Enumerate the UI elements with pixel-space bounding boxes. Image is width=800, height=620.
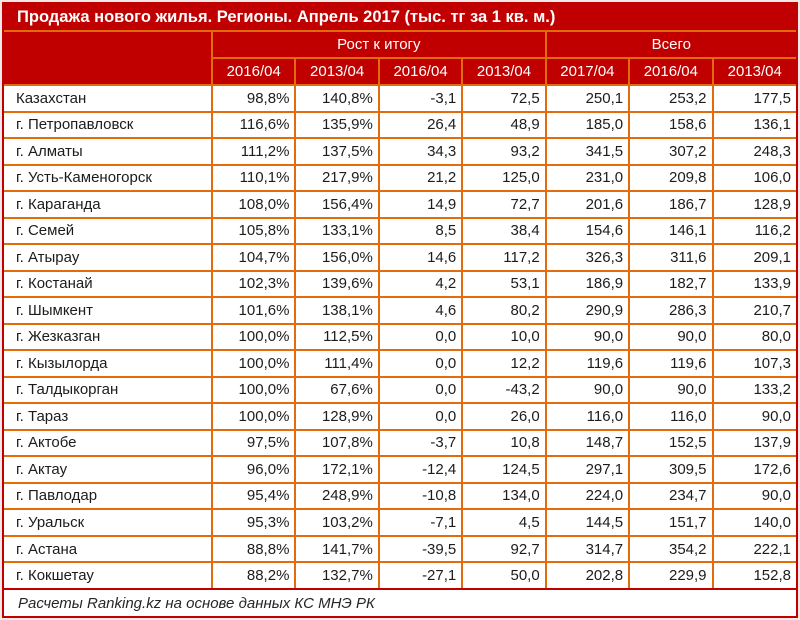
subheader-cell: 2016/04	[629, 58, 712, 85]
value-cell: 95,4%	[212, 483, 295, 510]
value-cell: 152,5	[629, 430, 712, 457]
region-cell: г. Павлодар	[4, 483, 212, 510]
region-cell: г. Актобе	[4, 430, 212, 457]
value-cell: 186,9	[546, 271, 629, 298]
value-cell: 101,6%	[212, 297, 295, 324]
source-row	[4, 589, 796, 616]
value-cell: 202,8	[546, 562, 629, 589]
subheader-cell: 2016/04	[212, 58, 295, 85]
region-cell: г. Жезказган	[4, 324, 212, 351]
subheader-cell: 2013/04	[295, 58, 378, 85]
value-cell: 137,9	[713, 430, 796, 457]
value-cell: 116,2	[713, 218, 796, 245]
value-cell: 141,7%	[295, 536, 378, 563]
value-cell: 112,5%	[295, 324, 378, 351]
value-cell: 136,1	[713, 112, 796, 139]
value-cell: 229,9	[629, 562, 712, 589]
value-cell: 116,0	[629, 403, 712, 430]
value-cell: 133,1%	[295, 218, 378, 245]
value-cell: 96,0%	[212, 456, 295, 483]
value-cell: 48,9	[462, 112, 545, 139]
value-cell: -10,8	[379, 483, 462, 510]
value-cell: 234,7	[629, 483, 712, 510]
value-cell: 314,7	[546, 536, 629, 563]
value-cell: 128,9%	[295, 403, 378, 430]
value-cell: 248,9%	[295, 483, 378, 510]
value-cell: 0,0	[379, 377, 462, 404]
table-row	[4, 377, 796, 404]
value-cell: 290,9	[546, 297, 629, 324]
value-cell: 106,0	[713, 165, 796, 192]
value-cell: 186,7	[629, 191, 712, 218]
value-cell: 177,5	[713, 85, 796, 112]
table-body	[4, 85, 796, 589]
table-row	[4, 297, 796, 324]
value-cell: 326,3	[546, 244, 629, 271]
value-cell: 116,6%	[212, 112, 295, 139]
value-cell: 100,0%	[212, 324, 295, 351]
value-cell: 93,2	[462, 138, 545, 165]
value-cell: 80,2	[462, 297, 545, 324]
region-cell: г. Талдыкорган	[4, 377, 212, 404]
value-cell: 95,3%	[212, 509, 295, 536]
region-cell: г. Караганда	[4, 191, 212, 218]
value-cell: 146,1	[629, 218, 712, 245]
table-row	[4, 430, 796, 457]
value-cell: 0,0	[379, 350, 462, 377]
value-cell: -12,4	[379, 456, 462, 483]
value-cell: 309,5	[629, 456, 712, 483]
value-cell: 110,1%	[212, 165, 295, 192]
table-footer	[4, 589, 796, 616]
value-cell: 111,2%	[212, 138, 295, 165]
value-cell: 0,0	[379, 403, 462, 430]
value-cell: 124,5	[462, 456, 545, 483]
value-cell: 125,0	[462, 165, 545, 192]
subheader-cell: 2017/04	[546, 58, 629, 85]
value-cell: 354,2	[629, 536, 712, 563]
region-cell: г. Тараз	[4, 403, 212, 430]
value-cell: 217,9%	[295, 165, 378, 192]
region-cell: г. Усть-Каменогорск	[4, 165, 212, 192]
region-cell: г. Кызылорда	[4, 350, 212, 377]
value-cell: 53,1	[462, 271, 545, 298]
value-cell: 98,8%	[212, 85, 295, 112]
value-cell: 138,1%	[295, 297, 378, 324]
region-cell: г. Уральск	[4, 509, 212, 536]
value-cell: 182,7	[629, 271, 712, 298]
table-row	[4, 403, 796, 430]
value-cell: 172,6	[713, 456, 796, 483]
region-cell: г. Актау	[4, 456, 212, 483]
value-cell: 14,6	[379, 244, 462, 271]
table-row	[4, 218, 796, 245]
value-cell: 12,2	[462, 350, 545, 377]
subheader-cell: 2016/04	[379, 58, 462, 85]
table-row	[4, 191, 796, 218]
table-row	[4, 350, 796, 377]
value-cell: 172,1%	[295, 456, 378, 483]
value-cell: -43,2	[462, 377, 545, 404]
region-cell: г. Кокшетау	[4, 562, 212, 589]
value-cell: 148,7	[546, 430, 629, 457]
value-cell: 4,2	[379, 271, 462, 298]
value-cell: 311,6	[629, 244, 712, 271]
value-cell: 154,6	[546, 218, 629, 245]
value-cell: 26,0	[462, 403, 545, 430]
value-cell: 119,6	[629, 350, 712, 377]
value-cell: 90,0	[546, 324, 629, 351]
value-cell: 140,8%	[295, 85, 378, 112]
subheader-cell: 2013/04	[462, 58, 545, 85]
value-cell: -39,5	[379, 536, 462, 563]
region-cell: г. Астана	[4, 536, 212, 563]
value-cell: 90,0	[629, 324, 712, 351]
value-cell: 107,8%	[295, 430, 378, 457]
region-cell: г. Шымкент	[4, 297, 212, 324]
table-row	[4, 456, 796, 483]
table-row	[4, 85, 796, 112]
value-cell: 67,6%	[295, 377, 378, 404]
value-cell: 156,0%	[295, 244, 378, 271]
value-cell: 128,9	[713, 191, 796, 218]
value-cell: 92,7	[462, 536, 545, 563]
value-cell: 209,1	[713, 244, 796, 271]
table-header	[4, 32, 796, 85]
value-cell: 105,8%	[212, 218, 295, 245]
value-cell: 224,0	[546, 483, 629, 510]
value-cell: 117,2	[462, 244, 545, 271]
value-cell: 108,0%	[212, 191, 295, 218]
value-cell: 158,6	[629, 112, 712, 139]
value-cell: 253,2	[629, 85, 712, 112]
value-cell: 341,5	[546, 138, 629, 165]
value-cell: 134,0	[462, 483, 545, 510]
value-cell: 90,0	[546, 377, 629, 404]
value-cell: 132,7%	[295, 562, 378, 589]
table-row	[4, 509, 796, 536]
value-cell: 185,0	[546, 112, 629, 139]
data-table	[4, 32, 796, 616]
value-cell: 72,5	[462, 85, 545, 112]
table-row	[4, 271, 796, 298]
value-cell: 201,6	[546, 191, 629, 218]
value-cell: 140,0	[713, 509, 796, 536]
column-group-total: Всего	[546, 32, 796, 58]
table-frame	[2, 2, 798, 618]
value-cell: 4,6	[379, 297, 462, 324]
value-cell: 104,7%	[212, 244, 295, 271]
value-cell: 210,7	[713, 297, 796, 324]
value-cell: 152,8	[713, 562, 796, 589]
column-group-row	[4, 32, 796, 58]
value-cell: 156,4%	[295, 191, 378, 218]
value-cell: 88,8%	[212, 536, 295, 563]
table-row	[4, 112, 796, 139]
value-cell: 139,6%	[295, 271, 378, 298]
value-cell: 90,0	[713, 403, 796, 430]
value-cell: 14,9	[379, 191, 462, 218]
value-cell: 72,7	[462, 191, 545, 218]
region-cell: г. Петропавловск	[4, 112, 212, 139]
value-cell: 8,5	[379, 218, 462, 245]
value-cell: 100,0%	[212, 377, 295, 404]
subheader-cell: 2013/04	[713, 58, 796, 85]
value-cell: 222,1	[713, 536, 796, 563]
value-cell: 100,0%	[212, 350, 295, 377]
value-cell: 90,0	[629, 377, 712, 404]
value-cell: 0,0	[379, 324, 462, 351]
table-row	[4, 483, 796, 510]
table-title: Продажа нового жилья. Регионы. Апрель 2017 (тыс. тг за 1 кв. м.)	[4, 4, 796, 32]
value-cell: 107,3	[713, 350, 796, 377]
value-cell: 133,9	[713, 271, 796, 298]
region-cell: г. Семей	[4, 218, 212, 245]
value-cell: 4,5	[462, 509, 545, 536]
value-cell: 119,6	[546, 350, 629, 377]
region-cell: г. Атырау	[4, 244, 212, 271]
region-cell: г. Алматы	[4, 138, 212, 165]
table-row	[4, 562, 796, 589]
value-cell: 286,3	[629, 297, 712, 324]
value-cell: 50,0	[462, 562, 545, 589]
value-cell: 250,1	[546, 85, 629, 112]
table-row	[4, 244, 796, 271]
value-cell: 100,0%	[212, 403, 295, 430]
table-row	[4, 536, 796, 563]
value-cell: 116,0	[546, 403, 629, 430]
value-cell: 111,4%	[295, 350, 378, 377]
value-cell: 80,0	[713, 324, 796, 351]
value-cell: 231,0	[546, 165, 629, 192]
value-cell: 90,0	[713, 483, 796, 510]
value-cell: 307,2	[629, 138, 712, 165]
region-column-header	[4, 32, 212, 85]
column-group-growth: Рост к итогу	[212, 32, 546, 58]
value-cell: 144,5	[546, 509, 629, 536]
value-cell: 297,1	[546, 456, 629, 483]
value-cell: 26,4	[379, 112, 462, 139]
table-row	[4, 165, 796, 192]
region-cell: Казахстан	[4, 85, 212, 112]
value-cell: -3,7	[379, 430, 462, 457]
value-cell: 102,3%	[212, 271, 295, 298]
value-cell: 135,9%	[295, 112, 378, 139]
value-cell: 97,5%	[212, 430, 295, 457]
value-cell: 133,2	[713, 377, 796, 404]
value-cell: 151,7	[629, 509, 712, 536]
value-cell: 137,5%	[295, 138, 378, 165]
value-cell: 34,3	[379, 138, 462, 165]
value-cell: 38,4	[462, 218, 545, 245]
value-cell: -7,1	[379, 509, 462, 536]
value-cell: 10,8	[462, 430, 545, 457]
value-cell: 88,2%	[212, 562, 295, 589]
table-row	[4, 324, 796, 351]
value-cell: 248,3	[713, 138, 796, 165]
table-row	[4, 138, 796, 165]
source-note: Расчеты Ranking.kz на основе данных КС МНЭ РК	[4, 589, 796, 616]
value-cell: 21,2	[379, 165, 462, 192]
value-cell: 209,8	[629, 165, 712, 192]
value-cell: -3,1	[379, 85, 462, 112]
value-cell: -27,1	[379, 562, 462, 589]
value-cell: 10,0	[462, 324, 545, 351]
value-cell: 103,2%	[295, 509, 378, 536]
region-cell: г. Костанай	[4, 271, 212, 298]
